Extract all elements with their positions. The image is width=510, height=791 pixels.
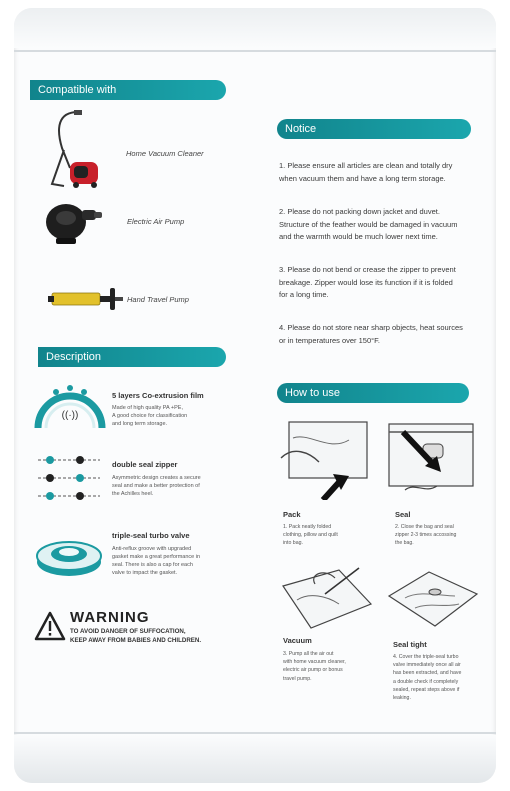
desc-zipper-line-1: Asymmetric design creates a secure [112,475,201,481]
compatible-label-vacuum: Home Vacuum Cleaner [126,149,204,158]
desc-zipper-line-3: the Achilles heel. [112,491,154,497]
electric-pump-icon [42,196,104,246]
desc-zipper-line-2: seal and make a better protection of [112,483,200,489]
notice-item-1-line-1: 1. Please ensure all articles are clean and totally dry [279,161,453,170]
notice-item-1-line-2: when vacuum them and have a long term storage. [279,173,446,183]
desc-film-line-1: Made of high quality PA +PE, [112,405,183,411]
warning-line-1: TO AVOID DANGER OF SUFFOCATION, [70,628,186,635]
notice-item-2-line-2: Structure of the feather would be damaged in vacuum [279,219,458,229]
compatible-label-electric: Electric Air Pump [127,217,185,226]
notice-item-4-line-1: 4. Please do not store near sharp objects, heat sources [279,323,463,332]
desc-valve-line-1: Anti-reflux groove with upgraded [112,546,192,552]
step-text-pack [283,523,375,548]
compatible-label-hand: Hand Travel Pump [127,295,189,304]
desc-film-line-3: and long term storage. [112,421,168,427]
step-seal-tight-line-4: a double check if completely [393,678,459,685]
warning-icon [34,611,66,641]
step-pack-line-2: clothing, pillow and quilt [283,532,338,539]
hand-pump-icon [48,284,124,314]
step-seal-line-3: the bag. [395,540,414,547]
svg-text:((·)): ((·)) [61,410,79,421]
desc-title-film: 5 layers Co-extrusion film [112,391,204,400]
step-title-seal-tight: Seal tight [393,640,427,649]
step-seal-tight-line-1: 4. Cover the triple-seal turbo [393,654,459,660]
step-title-seal: Seal [395,510,411,519]
notice-item-3-line-3: for a long time. [279,290,329,299]
step-pack-line-1: 1. Pack neatly folded [283,524,332,530]
notice-item-4-line-2: or in temperatures over 150°F. [279,335,380,345]
notice-item-3-line-1: 3. Please do not bend or crease the zipper to prevent [279,265,456,274]
step-vacuum-line-3: electric air pump or bonus [283,667,343,674]
bag-bottom-edge [14,735,496,783]
notice-item-2-line-3: and the warmth would be much lower next time. [279,232,438,241]
notice-item-3-line-2: breakage. Zipper would lose its function if it is folded [279,277,453,287]
notice-item-2-line-1: 2. Please do not packing down jacket and duvet. [279,207,440,216]
notice-item-2 [279,206,479,244]
bag-top-edge [14,8,496,48]
warning-title: WARNING [70,609,150,626]
step-seal-tight-line-5: sealed, repeat steps above if [393,686,460,693]
compatible-heading: Compatible with [30,80,226,100]
howto-heading: How to use [277,383,469,403]
notice-item-1 [279,160,479,185]
description-heading: Description [38,347,226,367]
desc-valve-line-3: seal. There is also a cap for each [112,562,193,568]
bag-seam-top [14,50,496,52]
notice-item-3 [279,264,479,302]
warning-line-2: KEEP AWAY FROM BABIES AND CHILDREN. [70,637,202,644]
step-title-pack: Pack [283,510,301,519]
step-vacuum-line-2: with home vacuum cleaner, [283,659,346,666]
step-text-vacuum [283,650,375,683]
desc-valve-line-2: gasket make a great performance in [112,554,201,560]
step-vacuum-line-4: travel pump. [283,675,312,682]
step-text-seal [395,523,487,548]
step-seal-line-2: zipper 2-3 times accossing [395,532,457,539]
step-seal-tight-line-3: has been extracted, and have [393,670,462,677]
notice-item-4 [279,322,479,347]
pack-step-icon [279,418,373,500]
desc-title-zipper: double seal zipper [112,460,178,469]
film-layers-icon [34,384,106,434]
turbo-valve-icon [34,532,104,580]
bag-seam-bottom [14,732,496,734]
desc-valve-line-4: valve to impact the gasket. [112,570,178,576]
seal-tight-step-icon [385,566,481,636]
step-pack-line-3: into bag. [283,540,303,547]
step-text-seal-tight [393,653,485,702]
double-zipper-icon [36,450,102,508]
step-seal-tight-line-6: leaking. [393,695,411,702]
notice-heading: Notice [277,119,471,139]
desc-film-line-2: A good choice for classification [112,413,188,419]
desc-title-valve: triple-seal turbo valve [112,531,190,540]
vacuum-cleaner-icon [48,108,108,190]
seal-step-icon [385,420,479,500]
step-seal-line-1: 2. Close the bag and seal [395,524,454,530]
vacuum-step-icon [279,564,375,636]
step-vacuum-line-1: 3. Pump all the air out [283,651,334,657]
step-title-vacuum: Vacuum [283,636,312,645]
step-seal-tight-line-2: valve immediately once all air [393,662,461,669]
